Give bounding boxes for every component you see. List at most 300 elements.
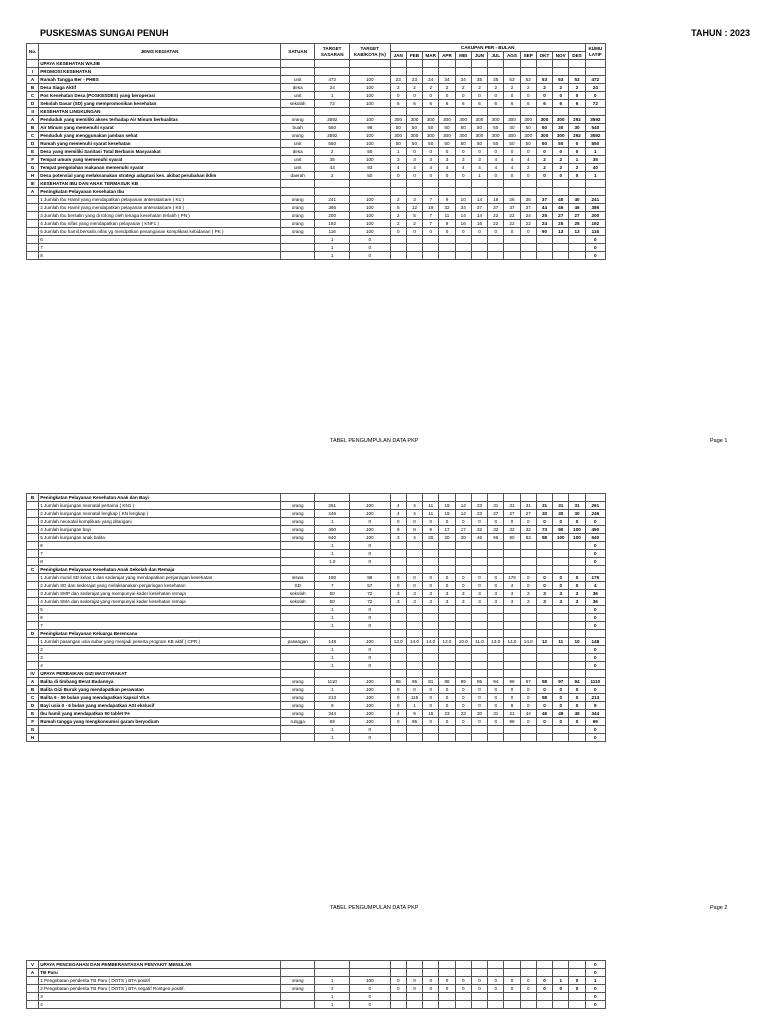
month-value: 0 — [439, 574, 455, 582]
month-value: 0 — [390, 228, 406, 236]
unit-cell: unit — [280, 156, 315, 164]
cumulative-cell — [585, 494, 605, 502]
table-row — [27, 494, 606, 502]
unit-cell — [280, 622, 315, 630]
month-value — [536, 566, 552, 574]
month-value: 0 — [520, 582, 536, 590]
month-value — [553, 566, 569, 574]
target-kab-cell: 100 — [350, 638, 391, 646]
month-value: 4 — [390, 164, 406, 172]
activity-label — [39, 734, 281, 742]
target-kab-cell: 0 — [350, 1001, 391, 1009]
month-value: 0 — [569, 574, 585, 582]
cumulative-cell: 0 — [585, 726, 605, 734]
month-value: 4 — [406, 510, 422, 518]
unit-cell — [280, 614, 315, 622]
target-cell: 2 — [315, 985, 350, 993]
table-row — [27, 622, 606, 630]
month-value: 0 — [569, 718, 585, 726]
activity-label: Balita 6 - 59 bulan yang mendapatkan kapsul Vit.A — [39, 694, 281, 702]
unit-cell — [280, 180, 315, 188]
month-value — [488, 630, 504, 638]
month-value — [471, 566, 487, 574]
month-value — [504, 961, 520, 969]
unit-cell: orang — [280, 534, 315, 542]
activity-label: Balita di timbang Berat Badannya — [39, 678, 281, 686]
month-value: 0 — [455, 977, 471, 985]
month-value: 13.0 — [390, 638, 406, 646]
row-number: III — [27, 180, 39, 188]
month-value — [439, 542, 455, 550]
month-value: 300 — [553, 116, 569, 124]
month-value — [504, 622, 520, 630]
month-value: 300 — [488, 116, 504, 124]
activity-label: 5 — [39, 606, 281, 614]
month-value: 100 — [569, 526, 585, 534]
month-value: 14.0 — [520, 638, 536, 646]
month-value — [406, 662, 422, 670]
target-cell: 213 — [315, 694, 350, 702]
row-number: B — [27, 686, 39, 694]
month-value: 6 — [406, 100, 422, 108]
month-value: 6 — [488, 100, 504, 108]
month-value: 0 — [406, 172, 422, 180]
month-value — [455, 646, 471, 654]
table-row — [27, 502, 606, 510]
month-value — [455, 654, 471, 662]
month-value: 0 — [471, 694, 487, 702]
unit-cell: orang — [280, 518, 315, 526]
cumulative-cell: 40 — [585, 164, 605, 172]
month-value: 0 — [455, 574, 471, 582]
table-row — [27, 124, 606, 132]
row-number — [27, 614, 39, 622]
month-value: 0 — [488, 694, 504, 702]
month-value — [471, 734, 487, 742]
month-value: 46 — [536, 710, 552, 718]
month-value — [520, 630, 536, 638]
month-value: 7 — [423, 212, 439, 220]
month-value: 31 — [520, 502, 536, 510]
month-value: 3 — [536, 598, 552, 606]
month-value — [569, 1001, 585, 1009]
month-value: 4 — [488, 164, 504, 172]
month-value — [423, 654, 439, 662]
month-value — [406, 494, 422, 502]
month-value: 0 — [569, 518, 585, 526]
month-value — [569, 662, 585, 670]
month-value — [390, 654, 406, 662]
month-value: 11.0 — [471, 638, 487, 646]
month-value: 2 — [406, 220, 422, 228]
activity-label: 5 Jumlah kunjungan anak balita — [39, 534, 281, 542]
month-value — [520, 68, 536, 76]
month-value — [471, 236, 487, 244]
month-value — [471, 542, 487, 550]
month-value — [569, 244, 585, 252]
month-value: 34 — [455, 76, 471, 84]
month-value: 0 — [569, 148, 585, 156]
month-value — [439, 60, 455, 68]
month-value: 2 — [423, 84, 439, 92]
table-row — [27, 558, 606, 566]
unit-cell — [280, 646, 315, 654]
month-value — [455, 244, 471, 252]
month-value — [553, 630, 569, 638]
cumulative-cell: 3592 — [585, 132, 605, 140]
month-value: 35 — [520, 196, 536, 204]
month-value — [536, 993, 552, 1001]
target-cell: 192 — [315, 220, 350, 228]
table-row — [27, 702, 606, 710]
month-value: 300 — [406, 132, 422, 140]
month-value: 20 — [439, 534, 455, 542]
unit-cell: desa — [280, 84, 315, 92]
month-value: 0 — [406, 228, 422, 236]
month-value — [390, 244, 406, 252]
table-row — [27, 606, 606, 614]
month-value: 50 — [520, 124, 536, 132]
table-row — [27, 662, 606, 670]
activity-label: 6 — [39, 236, 281, 244]
month-value: 30 — [553, 510, 569, 518]
row-number — [27, 606, 39, 614]
month-value — [390, 180, 406, 188]
month-value: 11 — [553, 638, 569, 646]
month-value: 0 — [455, 718, 471, 726]
row-number: D — [27, 100, 39, 108]
month-value — [423, 542, 439, 550]
month-value — [488, 726, 504, 734]
month-value: 0 — [553, 172, 569, 180]
month-value — [390, 236, 406, 244]
month-value: 44 — [520, 710, 536, 718]
month-value: 3 — [390, 598, 406, 606]
table-row — [27, 510, 606, 518]
month-value — [455, 734, 471, 742]
month-value: 6 — [520, 100, 536, 108]
row-number: H — [27, 172, 39, 180]
month-value — [488, 108, 504, 116]
unit-cell — [280, 244, 315, 252]
month-value — [406, 542, 422, 550]
month-value: 2 — [439, 84, 455, 92]
target-kab-cell: 0 — [350, 646, 391, 654]
month-value: 0 — [406, 686, 422, 694]
month-value: 3 — [439, 598, 455, 606]
month-value — [569, 558, 585, 566]
unit-cell: buah — [280, 124, 315, 132]
row-number — [27, 662, 39, 670]
unit-cell — [280, 236, 315, 244]
month-value — [504, 558, 520, 566]
month-value: 4 — [390, 510, 406, 518]
month-value — [471, 188, 487, 196]
table-row — [27, 646, 606, 654]
month-value — [390, 993, 406, 1001]
month-value — [569, 654, 585, 662]
month-value: 12.0 — [439, 638, 455, 646]
month-value — [390, 614, 406, 622]
month-value: 300 — [553, 132, 569, 140]
month-value: 0 — [504, 172, 520, 180]
unit-cell — [280, 630, 315, 638]
month-value: 0 — [406, 148, 422, 156]
month-value — [439, 236, 455, 244]
month-value: 0 — [553, 694, 569, 702]
month-value: 0 — [488, 718, 504, 726]
target-cell: 3592 — [315, 132, 350, 140]
month-value: 0 — [455, 686, 471, 694]
month-value — [488, 252, 504, 260]
unit-cell: orang — [280, 196, 315, 204]
month-value — [488, 1001, 504, 1009]
target-cell: 180 — [315, 574, 350, 582]
table-row — [27, 236, 606, 244]
month-value: 98 — [536, 678, 552, 686]
month-value — [520, 558, 536, 566]
month-value — [520, 550, 536, 558]
month-value: 3 — [406, 196, 422, 204]
month-value: 4 — [488, 156, 504, 164]
month-value: 32 — [439, 204, 455, 212]
month-value: 0 — [455, 172, 471, 180]
month-value: 3 — [553, 590, 569, 598]
month-value: 10 — [455, 196, 471, 204]
month-value: 53 — [504, 76, 520, 84]
target-kab-cell: 100 — [349, 76, 390, 84]
month-value: 22 — [488, 212, 504, 220]
target-kab-cell: 100 — [350, 694, 391, 702]
month-value: 50 — [455, 140, 471, 148]
month-value — [553, 670, 569, 678]
target-cell — [315, 969, 350, 977]
month-value — [406, 670, 422, 678]
month-value: 50 — [536, 124, 552, 132]
month-value — [488, 993, 504, 1001]
cumulative-cell: 0 — [585, 518, 605, 526]
month-value: 15 — [423, 710, 439, 718]
month-value: 0 — [536, 582, 552, 590]
target-cell: 1 — [315, 622, 350, 630]
activity-label: 6 — [39, 542, 281, 550]
target-kab-cell — [349, 68, 390, 76]
month-value — [536, 542, 552, 550]
month-value — [439, 622, 455, 630]
target-cell: 116 — [315, 228, 350, 236]
month-value: 14.0 — [406, 638, 422, 646]
month-value: 8 — [504, 702, 520, 710]
month-value — [504, 244, 520, 252]
month-value — [455, 1001, 471, 1009]
month-value: 300 — [504, 116, 520, 124]
month-value: 0 — [536, 574, 552, 582]
month-value: 50 — [423, 124, 439, 132]
month-value: 50 — [423, 140, 439, 148]
activity-label: 2 Pengobatan penderita TB Paru ( DOTS ) BTA negatif Rontgen positif. — [39, 985, 281, 993]
month-value: 50 — [455, 124, 471, 132]
target-cell — [315, 566, 350, 574]
month-value: 50 — [471, 124, 487, 132]
month-value: 3 — [471, 590, 487, 598]
table-row — [27, 156, 606, 164]
month-value — [471, 670, 487, 678]
month-value: 50 — [520, 140, 536, 148]
month-value: 31 — [504, 502, 520, 510]
month-value: 18 — [488, 196, 504, 204]
cumulative-cell: 69 — [585, 718, 605, 726]
unit-cell — [280, 961, 315, 969]
month-value — [406, 180, 422, 188]
month-value — [504, 654, 520, 662]
month-value — [455, 550, 471, 558]
month-value: 0 — [504, 228, 520, 236]
unit-cell: orang — [280, 502, 315, 510]
row-number — [27, 526, 39, 534]
month-value — [390, 734, 406, 742]
cumulative-cell: 0 — [585, 969, 605, 977]
month-value — [536, 606, 552, 614]
table-row — [27, 598, 606, 606]
month-value: 0 — [455, 518, 471, 526]
month-value — [488, 734, 504, 742]
month-value: 3 — [504, 598, 520, 606]
month-value: 0 — [390, 686, 406, 694]
month-value: 3 — [569, 590, 585, 598]
cumulative-cell: 450 — [585, 526, 605, 534]
target-cell: 1 — [315, 252, 350, 260]
month-value — [520, 993, 536, 1001]
target-cell — [315, 670, 350, 678]
row-number: A — [27, 969, 39, 977]
month-value: 52 — [520, 76, 536, 84]
month-value: 40 — [553, 196, 569, 204]
activity-label: 1 Jumlah kunjungan neonatal pertama ( KN1 ) — [39, 502, 281, 510]
month-value: 27 — [520, 510, 536, 518]
month-value — [520, 108, 536, 116]
month-value: 0 — [536, 977, 552, 985]
target-cell: 241 — [315, 196, 350, 204]
month-value — [520, 60, 536, 68]
cumulative-cell: 36 — [585, 590, 605, 598]
month-value: 30 — [553, 124, 569, 132]
row-number — [27, 550, 39, 558]
month-value: 0 — [406, 574, 422, 582]
table-row — [27, 686, 606, 694]
month-value: 6 — [423, 100, 439, 108]
month-value: 19 — [423, 204, 439, 212]
month-value — [439, 558, 455, 566]
target-kab-cell: 100 — [350, 678, 391, 686]
table-row — [27, 132, 606, 140]
row-number: V — [27, 961, 39, 969]
table-row — [27, 140, 606, 148]
month-value — [455, 566, 471, 574]
month-value: 27 — [569, 212, 585, 220]
month-value: 3 — [488, 598, 504, 606]
table-row — [27, 92, 606, 100]
unit-cell: unit — [280, 164, 315, 172]
month-value — [504, 566, 520, 574]
month-value — [504, 670, 520, 678]
month-value — [520, 969, 536, 977]
month-value — [536, 646, 552, 654]
month-value: 0 — [439, 228, 455, 236]
month-value — [488, 180, 504, 188]
row-number: IV — [27, 670, 39, 678]
month-jan: JAN — [390, 52, 406, 60]
month-value: 0 — [569, 702, 585, 710]
month-value: 3 — [406, 598, 422, 606]
month-value — [536, 670, 552, 678]
month-value: 3 — [423, 598, 439, 606]
month-value — [553, 494, 569, 502]
month-value: 2 — [390, 212, 406, 220]
month-value: 300 — [536, 132, 552, 140]
table-row — [27, 550, 606, 558]
pkp-table-page-1 — [26, 43, 606, 260]
month-value — [569, 726, 585, 734]
month-value: 80 — [504, 534, 520, 542]
target-kab-cell: 72 — [350, 590, 391, 598]
month-value — [439, 566, 455, 574]
unit-cell — [280, 68, 315, 76]
month-value: 9 — [406, 710, 422, 718]
month-value — [536, 244, 552, 252]
table-row — [27, 993, 606, 1001]
month-value: 100 — [553, 534, 569, 542]
month-value: 2 — [504, 84, 520, 92]
month-value — [439, 606, 455, 614]
month-value — [488, 60, 504, 68]
target-cell — [315, 108, 350, 116]
table-row — [27, 734, 606, 742]
month-value: 30 — [504, 124, 520, 132]
month-value: 0 — [423, 228, 439, 236]
target-kab-cell: 100 — [350, 977, 391, 985]
month-value — [553, 646, 569, 654]
month-value: 83 — [520, 534, 536, 542]
month-value: 0 — [536, 686, 552, 694]
month-value: 1 — [406, 702, 422, 710]
month-value: 4 — [423, 164, 439, 172]
month-value — [569, 180, 585, 188]
target-kab-cell: 100 — [349, 196, 390, 204]
month-value — [569, 68, 585, 76]
target-kab-cell: 100 — [349, 140, 390, 148]
month-value: 14.0 — [504, 638, 520, 646]
activity-label: Tempat pengolahan makanan memenuhi syarat — [39, 164, 281, 172]
month-value: 300 — [520, 132, 536, 140]
month-value: 26 — [504, 196, 520, 204]
target-kab-cell: 0 — [349, 236, 390, 244]
month-value — [471, 550, 487, 558]
month-value: 22 — [504, 212, 520, 220]
month-value — [520, 244, 536, 252]
month-value — [455, 252, 471, 260]
month-value: 0 — [390, 92, 406, 100]
month-value: 4 — [390, 710, 406, 718]
row-number: F — [27, 156, 39, 164]
target-kab-cell — [349, 60, 390, 68]
month-value — [504, 60, 520, 68]
row-number: D — [27, 140, 39, 148]
month-value: 98 — [536, 534, 552, 542]
month-value: 0 — [471, 518, 487, 526]
month-value — [406, 726, 422, 734]
document-header — [40, 28, 750, 38]
pkp-table-page-3 — [26, 960, 606, 1009]
